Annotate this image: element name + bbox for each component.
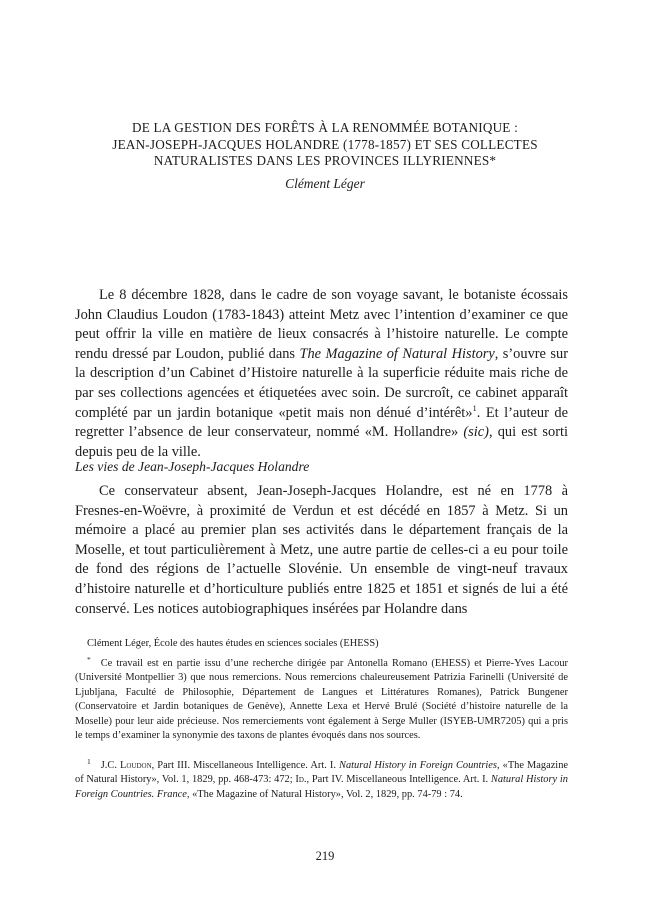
para1-text-f: , qui est sorti depuis peu de la ville. xyxy=(75,424,568,460)
para1-text-d: . Et l’auteur de regretter l’absence de leur conservateur, nommé «M. Hollandre» xyxy=(75,404,568,441)
para1-text-c: , s’ouvre sur la description d’un Cabinet d’Histoire naturelle à la superficie réduite mais riche de par ses collections agencées et étiquetées avec soin. De surcroît, ce cabinet apparaît complété par un jardin botanique «petit mais non dénué d’intérêt» xyxy=(75,345,568,421)
note1-text-i: , «The Magazine of Natural History», Vol. 2, 1829, pp. 74-79 : 74. xyxy=(186,788,463,800)
article-title xyxy=(60,120,590,170)
footnote-star-mark: * xyxy=(87,655,91,664)
section-heading: Les vies de Jean-Joseph-Jacques Holandre xyxy=(75,459,310,474)
author-affiliation: Clément Léger, École des hautes études en sciences sociales (EHESS) xyxy=(87,638,379,649)
paragraph-biography xyxy=(75,482,568,619)
paragraph-intro xyxy=(75,286,568,462)
footnote-star xyxy=(75,653,568,743)
note1-text-g: , Part IV. Miscellaneous Intelligence. Art. I. xyxy=(306,774,491,786)
title-line: JEAN-JOSEPH-JACQUES HOLANDRE (1778-1857) ET SES COLLECTES xyxy=(112,136,538,152)
footnote-1 xyxy=(75,755,568,802)
title-line: NATURALISTES DANS LES PROVINCES ILLYRIENNES* xyxy=(153,153,497,168)
footnote-ref-1[interactable]: 1 xyxy=(472,402,477,413)
title-line: DE LA GESTION DES FORÊTS À LA RENOMMÉE BOTANIQUE : xyxy=(132,120,518,135)
author-name: Clément Léger xyxy=(285,176,365,191)
magazine-title: The Magazine of Natural History xyxy=(299,345,495,362)
sic-marker: (sic) xyxy=(463,424,489,441)
page-number: 219 xyxy=(315,849,335,863)
note1-author: Loudon xyxy=(120,760,152,771)
note1-ibid: Id. xyxy=(295,774,307,786)
note1-text-e: , «The Magazine of Natural History», Vol. 1, 1829, pp. 468-473: 472; xyxy=(75,760,568,786)
footnote-star-text: Ce travail est en partie issu d’une recherche dirigée par Antonella Romano (EHESS) et Pierre-Yves Lacour (Université Montpellier 3) que nous remercions. Nous remercions chaleureusement Patrizia Farinelli (Université de Ljubljana, Faculté de Philosophie, Département de Langues et Littératures Romanes), Patrick Bungener (Conservatoire et Jardin botaniques de Genève), Annette Lexa et Hervé Brulé (Société d’histoire naturelle de la Moselle) pour leur aide précieuse. Nos remerciements vont également à Serge Muller (ISYEB-UMR7205) qui a pris le temps d’examiner la synonymie des taxons de plantes évoqués dans nos sources. xyxy=(75,658,568,742)
footnote-1-mark: 1 xyxy=(87,757,91,766)
note1-title-1: Natural History in Foreign Countries xyxy=(339,760,497,771)
para1-text-a: Le 8 décembre 1828, dans le cadre de son voyage savant, le botaniste écossais John Claudius Loudon (1783-1843) atteint Metz avec l’intention d’examiner ce que peut offrir la ville en matière de lieux consacrés à l’histoire naturelle. Le compte rendu dressé par Loudon, publié dans xyxy=(75,287,568,362)
para2-text: Ce conservateur absent, Jean-Joseph-Jacques Holandre, est né en 1778 à Fresnes-en-Woëvre, à proximité de Verdun et est décédé en 1857 à Metz. Si un mémoire a placé au premier plan ses activités dans le département français de la Moselle, et tout particulièrement à Metz, une autre partie de celles-ci a eu pour toile de fond des régions de l’actuelle Slovénie. Un ensemble de vingt-neuf travaux d’histoire naturelle et d’horticulture publiés entre 1825 et 1851 et signés de lui a été conservé. Les notices autobiographiques insérées par Holandre dans xyxy=(75,483,568,617)
note1-text-c: , Part III. Miscellaneous Intelligence. Art. I. xyxy=(151,760,340,771)
note1-text-a: J.C. xyxy=(100,760,120,771)
note1-title-2: Natural History in Foreign Countries. France xyxy=(75,774,568,800)
